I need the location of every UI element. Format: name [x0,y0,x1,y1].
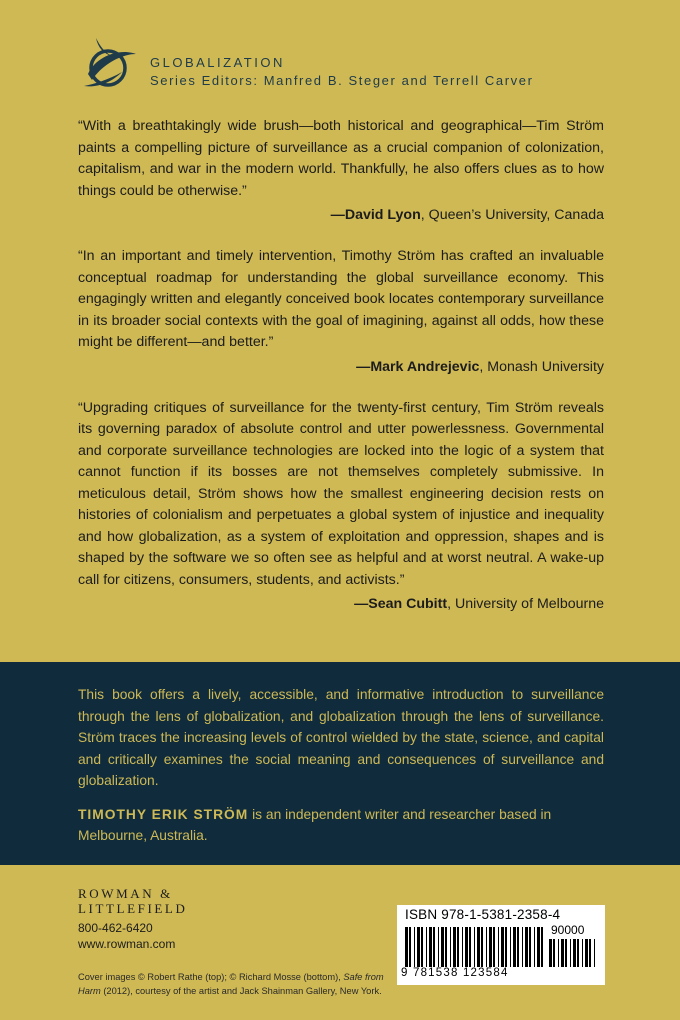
credits-text: Cover images © Robert Rathe (top); © Richard Mosse (bottom), [78,972,344,982]
series-name: GLOBALIZATION [150,55,285,70]
endorsement [78,116,604,226]
publisher-url[interactable]: www.rowman.com [78,937,176,951]
endorsement-attribution [78,593,604,615]
endorsement-attribution [78,204,604,226]
globe-orbit-icon [78,34,140,96]
endorsement-quote: “In an important and timely intervention, Timothy Ström has crafted an invaluable conceptual roadmap for understanding the global surveillance economy. This engagingly written and elegantly conceived book locates contemporary surveillance in its broader social contexts with the goal of imagining, against all odds, how these might be different—and better.” [78,248,604,350]
author-name: TIMOTHY ERIK STRÖM [78,806,249,822]
endorser-affiliation: , Monash University [479,358,604,375]
series-editors: Series Editors: Manfred B. Steger and Terrell Carver [150,73,534,88]
endorsement [78,246,604,378]
endorser-name: —Sean Cubitt [354,596,448,612]
ean-barcode-bars [405,927,545,967]
author-bio [78,804,604,847]
endorser-name: —Mark Andrejevic [356,358,480,375]
endorser-affiliation: , Queen’s University, Canada [420,207,604,223]
cover-credits [78,970,388,998]
isbn-barcode [397,905,605,985]
description-band [0,662,680,865]
isbn-number: ISBN 978-1-5381-2358-4 [405,907,561,922]
credits-artwork-title: Safe from Harm [78,972,384,996]
price-addon: 90000 [551,923,585,937]
publisher-name-line2: LITTLEFIELD [78,901,188,916]
endorsements [78,116,604,635]
endorsement-quote: “With a breathtakingly wide brush—both historical and geographical—Tim Ström paints a compelling picture of surveillance as a crucial companion of colonization, capitalism, and war in the modern world. Thankfully, he also offers clues as to how things could be otherwise.” [78,118,604,199]
credits-text-end: (2012), courtesy of the artist and Jack Shainman Gallery, New York. [100,986,382,996]
endorser-name: —David Lyon [330,207,421,223]
publisher-phone: 800-462-6420 [78,921,153,935]
endorsement-quote: “Upgrading critiques of surveillance for the twenty-first century, Tim Ström reveals its governing paradox of absolute control and utter powerlessness. Governmental and corporate surveillance technologies are locked into the logic of a system that cannot function if its bosses are not themselves completely submissive. In meticulous detail, Ström shows how the smallest engineering decision rests on histories of colonialism and perpetuates a global system of injustice and inequality and how globalization, as a system of exploitation and oppression, shapes and is shaped by the software we so often see as helpful and at worst neutral. A wake-up call for citizens, consumers, students, and activists.” [78,399,604,588]
publisher-name-line1: ROWMAN & [78,886,173,901]
author-bio-text: is an independent writer and researcher based in Melbourne, Australia. [78,806,552,843]
publisher-block [78,886,187,952]
book-description: This book offers a lively, accessible, and informative introduction to surveillance through the lens of globalization, and globalization through the lens of surveillance. Ström traces the increasing levels of control wielded by the state, science, and capital and critically examines the social meaning and consequences of surveillance and globalization. [78,687,604,788]
endorsement-attribution [78,356,604,378]
addon-barcode-bars [549,939,599,967]
ean-digits: 9 781538 123584 [401,967,509,979]
endorsement [78,398,604,616]
endorser-affiliation: , University of Melbourne [447,596,604,612]
